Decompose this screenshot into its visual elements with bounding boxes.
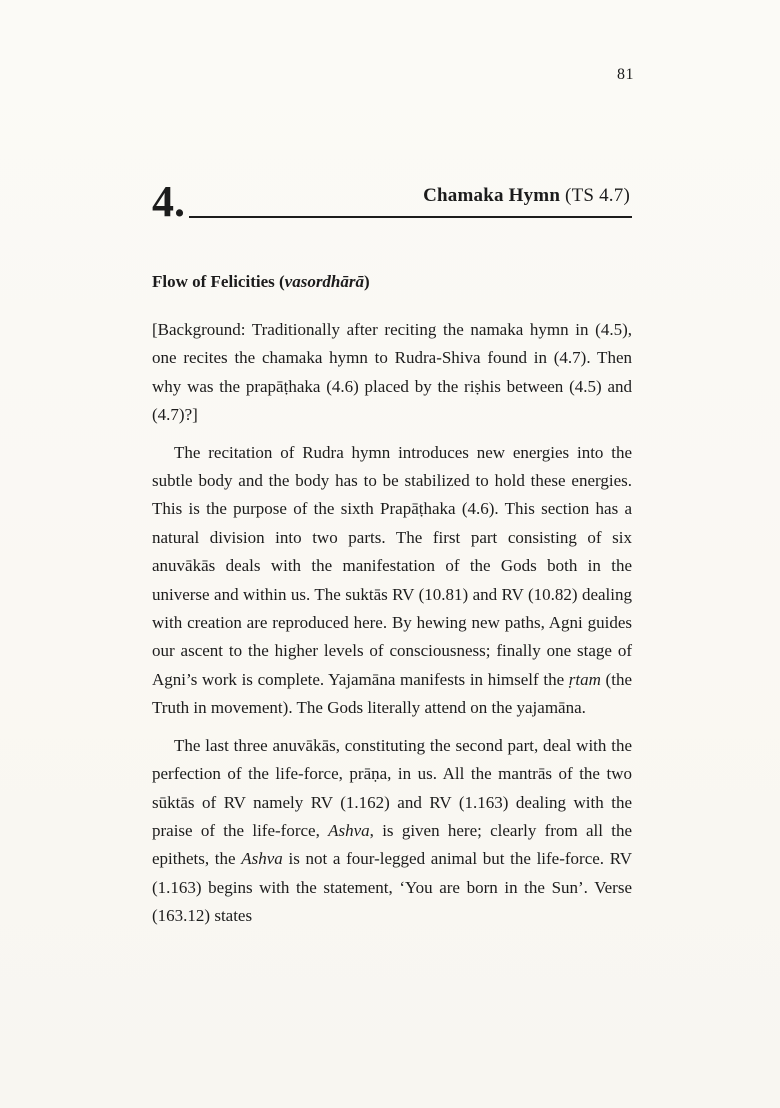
body-text [152, 316, 632, 931]
section-heading: Flow of Felicities (vasordhārā) [152, 272, 370, 291]
paragraph-rudra-recitation: The recitation of Rudra hymn introduces new energies into the subtle body and the body has to be stabilized to hold these energies. This is the purpose of the sixth Prapāṭhaka (4.6). This section has a natural division into two parts. The first part consisting of six anuvākās deals with the manifestation of the Gods both in the universe and within us. The suktās RV (10.81) and RV (10.82) dealing with creation are reproduced here. By hewing new paths, Agni guides our ascent to the higher levels of consciousness; finally one stage of Agni’s work is complete. Yajamāna manifests in himself the ṛtam (the Truth in movement). The Gods literally attend on the yajamāna. [152, 442, 632, 718]
chapter-number: 4. [152, 177, 185, 226]
chapter-underline [189, 185, 632, 218]
page-number: 81 [617, 66, 634, 83]
chapter-title: Chamaka Hymn (TS 4.7) [423, 185, 630, 206]
page-content [152, 0, 632, 940]
chapter-header [152, 174, 632, 226]
paragraph-last-three-anuvakas: The last three anuvākās, constituting the second part, deal with the perfection of the life-force, prāṇa, in us. All the mantrās of the two sūktās of RV namely RV (1.162) and RV (1.163) dealing with the praise of the life-force, Ashva, is given here; clearly from all the epithets, the Ashva is not a four-legged animal but the life-force. RV (1.163) begins with the statement, ‘You are born in the Sun’. Verse (163.12) states [152, 735, 633, 926]
paragraph-background-note: [Background: Traditionally after reciting the namaka hymn in (4.5), one recites the chamaka hymn to Rudra-Shiva found in (4.7). Then why was the prapāṭhaka (4.6) placed by the riṣhis between (4.5) and (4.7)?] [152, 320, 632, 425]
